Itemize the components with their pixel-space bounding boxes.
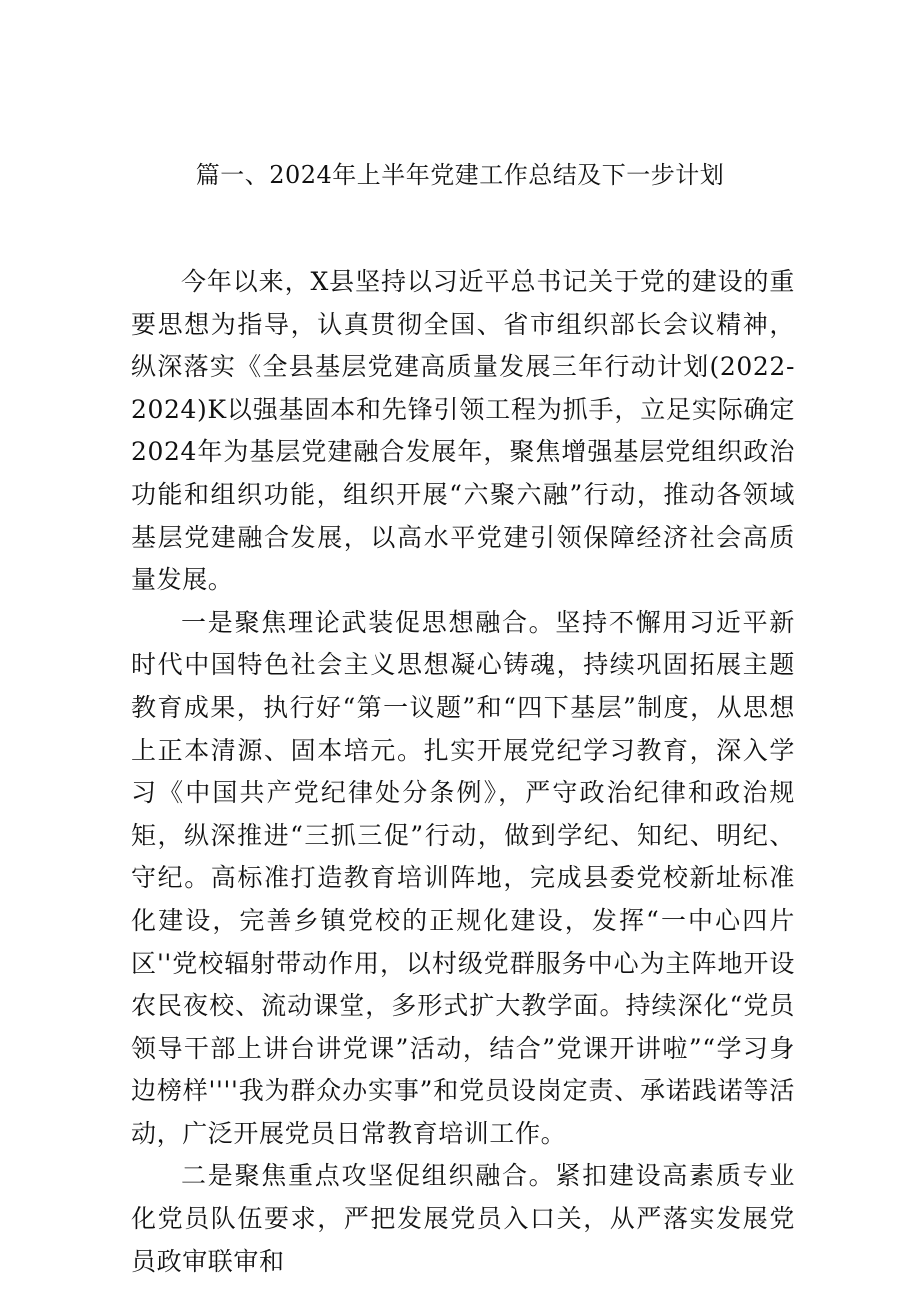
paragraph-organization: 二是聚焦重点攻坚促组织融合。紧扣建设高素质专业化党员队伍要求，严把发展党员入口关，从严落实发展党员政审联审和 xyxy=(131,1161,795,1276)
paragraph-intro: 今年以来，X县坚持以习近平总书记关于党的建设的重要思想为指导，认真贯彻全国、省市组织部长会议精神，纵深落实《全县基层党建高质量发展三年行动计划(2022-2024)K以强基固本和先锋引领工程为抓手，立足实际确定2024年为基层党建融合发展年，聚焦增强基层党组织政治功能和组织功能，组织开展“六聚六融”行动，推动各领域基层党建融合发展，以高水平党建引领保障经济社会高质量发展。 xyxy=(131,267,795,595)
document-body xyxy=(131,261,795,1283)
paragraph-theory: 一是聚焦理论武装促思想融合。坚持不懈用习近平新时代中国特色社会主义思想凝心铸魂，持续巩固拓展主题教育成果，执行好“第一议题”和“四下基层”制度，从思想上正本清源、固本培元。扎实开展党纪学习教育，深入学习《中国共产党纪律处分条例》，严守政治纪律和政治规矩，纵深推进“三抓三促”行动，做到学纪、知纪、明纪、守纪。高标准打造教育培训阵地，完成县委党校新址标准化建设，完善乡镇党校的正规化建设，发挥“一中心四片区''党校辐射带动作用，以村级党群服务中心为主阵地开设农民夜校、流动课堂，多形式扩大教学面。持续深化“党员领导干部上讲台讲党课”活动，结合”党课开讲啦”“学习身边榜样''''我为群众办实事”和党员设岗定责、承诺践诺等活动，广泛开展党员日常教育培训工作。 xyxy=(131,607,795,1148)
document-title: 篇一、2024年上半年党建工作总结及下一步计划 xyxy=(195,161,725,189)
